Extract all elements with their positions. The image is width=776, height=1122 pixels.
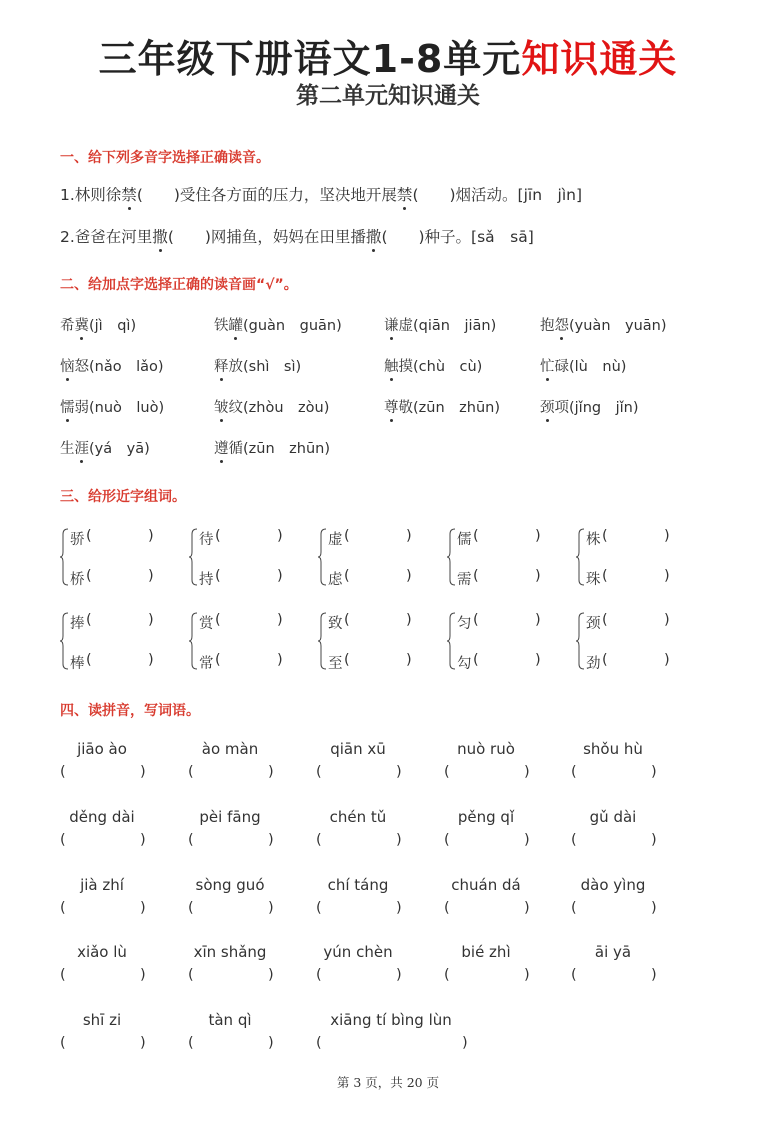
q2-item <box>60 314 136 335</box>
q2-item <box>384 314 496 335</box>
answer-paren-close: ) <box>524 764 530 780</box>
page-footer: 第 3 页，共 20 页 <box>336 1075 440 1090</box>
q4-pinyin: děng dài <box>69 808 135 826</box>
word-char: 放 <box>228 359 243 375</box>
answer-paren-close: ) <box>277 612 283 628</box>
dotted-char: 懦 <box>60 396 75 417</box>
q2-item <box>60 396 164 417</box>
pinyin-options: (zūn zhūn) <box>243 441 330 457</box>
pinyin-options: (lù nù) <box>569 359 627 375</box>
q2-item <box>540 396 639 417</box>
answer-paren-close: ) <box>268 764 274 780</box>
answer-paren-close: ) <box>268 832 274 848</box>
title-red: 知识通关 <box>521 37 678 81</box>
answer-paren-close: ) <box>268 1035 274 1051</box>
brace-icon <box>189 612 199 670</box>
answer-paren-close: ) <box>277 568 283 584</box>
answer-paren-close: ) <box>277 652 283 668</box>
q2-item <box>540 355 626 376</box>
word-char: 弱 <box>74 400 89 416</box>
answer-paren-open: ( <box>571 832 577 848</box>
dotted-char: 撒 <box>366 225 382 247</box>
q3-pair-group <box>576 528 686 588</box>
dotted-char: 皱 <box>214 396 229 417</box>
answer-paren-open: ( <box>344 568 350 584</box>
q4-pinyin: pèi fāng <box>199 808 261 826</box>
q4-pinyin: jià zhí <box>80 876 124 894</box>
answer-paren-close: ) <box>140 764 146 780</box>
pinyin-options: (jì qì) <box>89 318 137 334</box>
word-char: 摸 <box>398 359 413 375</box>
answer-paren-close: ) <box>268 967 274 983</box>
brace-icon <box>318 612 328 670</box>
answer-paren-close: ) <box>396 764 402 780</box>
q1-line1-b: ( )受住各方面的压力，坚决地开展禁 <box>137 186 413 204</box>
q1-line-2 <box>60 225 534 247</box>
q4-pinyin: ào màn <box>201 740 259 758</box>
answer-paren-open: ( <box>188 764 194 780</box>
pinyin-options: (nuò luò) <box>89 400 165 416</box>
answer-paren-open: ( <box>188 832 194 848</box>
q3-pair-group <box>318 528 428 588</box>
dotted-char: 恼 <box>60 355 75 376</box>
answer-paren-open: ( <box>602 652 608 668</box>
answer-paren-close: ) <box>664 652 670 668</box>
q2-item <box>214 396 329 417</box>
word-char: 循 <box>228 441 243 457</box>
answer-paren-close: ) <box>406 612 412 628</box>
answer-paren-open: ( <box>60 1035 66 1051</box>
q4-pinyin: pěng qǐ <box>457 808 515 826</box>
answer-paren-open: ( <box>473 652 479 668</box>
dotted-char: 涯 <box>75 437 90 458</box>
q4-pinyin: shī zi <box>82 1011 122 1029</box>
answer-paren-close: ) <box>651 764 657 780</box>
pinyin-options: (nǎo lǎo) <box>89 359 164 375</box>
section-heading-3: 三、给形近字组词。 <box>60 489 186 505</box>
pinyin-options: (shì sì) <box>243 359 302 375</box>
q3-char: 劲 <box>586 656 601 672</box>
q4-pinyin: yún chèn <box>323 943 393 961</box>
answer-paren-close: ) <box>664 568 670 584</box>
answer-paren-open: ( <box>316 832 322 848</box>
pinyin-options: (jǐng jǐn) <box>569 400 639 416</box>
answer-paren-close: ) <box>268 900 274 916</box>
brace-icon <box>576 528 586 586</box>
q2-item <box>214 437 330 458</box>
q3-char: 需 <box>457 572 472 588</box>
answer-paren-open: ( <box>444 967 450 983</box>
brace-icon <box>318 528 328 586</box>
dotted-char: 冀 <box>75 314 90 335</box>
word-char: 敬 <box>398 400 413 416</box>
pinyin-options: (zūn zhūn) <box>413 400 500 416</box>
q3-pair-group <box>189 528 299 588</box>
q3-pair-group <box>318 612 428 672</box>
dotted-char: 谦 <box>384 314 399 335</box>
dotted-char: 忙 <box>540 355 555 376</box>
answer-paren-open: ( <box>571 967 577 983</box>
q2-item <box>214 355 301 376</box>
word-char: 怒 <box>74 359 89 375</box>
q1-line2-b: ( )网捕鱼，妈妈在田里播撒 <box>168 228 382 246</box>
q4-pinyin: gǔ dài <box>589 808 637 826</box>
answer-paren-close: ) <box>535 568 541 584</box>
answer-paren-open: ( <box>316 764 322 780</box>
answer-paren-open: ( <box>444 832 450 848</box>
answer-paren-open: ( <box>571 900 577 916</box>
answer-paren-close: ) <box>406 652 412 668</box>
answer-paren-close: ) <box>406 568 412 584</box>
answer-paren-close: ) <box>148 652 154 668</box>
q3-char: 至 <box>328 656 343 672</box>
word-char: 抱 <box>540 318 555 334</box>
answer-paren-close: ) <box>148 612 154 628</box>
answer-paren-open: ( <box>60 900 66 916</box>
dotted-char: 禁 <box>397 183 413 205</box>
q3-char: 勾 <box>457 656 472 672</box>
answer-paren-open: ( <box>86 568 92 584</box>
q4-pinyin: sòng guó <box>195 876 265 894</box>
pinyin-options: (chù cù) <box>413 359 483 375</box>
title-black: 三年级下册语文1-8单元 <box>98 37 522 81</box>
word-char: 铁 <box>214 318 229 334</box>
q1-line-1 <box>60 183 582 205</box>
brace-icon <box>576 612 586 670</box>
pinyin-options: (yá yā) <box>89 441 150 457</box>
word-char: 碌 <box>554 359 569 375</box>
q1-line2-a: 2.爸爸在河里撒 <box>60 228 168 246</box>
answer-paren-open: ( <box>602 528 608 544</box>
q3-char: 虑 <box>328 572 343 588</box>
q4-pinyin: chí táng <box>327 876 389 894</box>
answer-paren-open: ( <box>215 612 221 628</box>
answer-paren-open: ( <box>571 764 577 780</box>
brace-icon <box>189 528 199 586</box>
q2-item <box>540 314 667 335</box>
answer-paren-open: ( <box>316 1035 322 1051</box>
word-char: 生 <box>60 441 75 457</box>
q3-char: 致 <box>328 616 343 632</box>
answer-paren-close: ) <box>524 832 530 848</box>
q2-item <box>60 437 150 458</box>
answer-paren-open: ( <box>444 764 450 780</box>
pinyin-options: (guàn guān) <box>243 318 342 334</box>
q4-pinyin: dào yìng <box>580 876 646 894</box>
word-char: 虚 <box>398 318 413 334</box>
answer-paren-close: ) <box>651 832 657 848</box>
pinyin-options: (zhòu zòu) <box>243 400 330 416</box>
answer-paren-close: ) <box>535 612 541 628</box>
answer-paren-open: ( <box>602 612 608 628</box>
answer-paren-open: ( <box>444 900 450 916</box>
q4-pinyin: jiāo ào <box>77 740 127 758</box>
brace-icon <box>60 528 70 586</box>
answer-paren-close: ) <box>651 967 657 983</box>
answer-paren-open: ( <box>188 900 194 916</box>
answer-paren-open: ( <box>215 568 221 584</box>
answer-paren-open: ( <box>188 967 194 983</box>
q4-pinyin: āi yā <box>594 943 632 961</box>
answer-paren-close: ) <box>148 568 154 584</box>
answer-paren-open: ( <box>344 652 350 668</box>
dotted-char: 禁 <box>121 183 137 205</box>
q2-item <box>384 396 500 417</box>
q4-pinyin: xiǎo lù <box>77 943 127 961</box>
section-heading-4: 四、读拼音，写词语。 <box>60 703 200 719</box>
answer-paren-open: ( <box>473 612 479 628</box>
answer-paren-open: ( <box>344 528 350 544</box>
q2-item <box>384 355 482 376</box>
answer-paren-close: ) <box>396 832 402 848</box>
q3-char: 骄 <box>70 532 85 548</box>
dotted-char: 颈 <box>540 396 555 417</box>
dotted-char: 撒 <box>152 225 168 247</box>
q3-pair-group <box>189 612 299 672</box>
brace-icon <box>447 528 457 586</box>
brace-icon <box>447 612 457 670</box>
q3-char: 儒 <box>457 532 472 548</box>
dotted-char: 遵 <box>214 437 229 458</box>
q3-char: 虚 <box>328 532 343 548</box>
dotted-char: 怨 <box>555 314 570 335</box>
answer-paren-close: ) <box>462 1035 468 1051</box>
answer-paren-open: ( <box>316 900 322 916</box>
q1-line1-c: ( )烟活动。[jīn jìn] <box>412 186 582 204</box>
answer-paren-close: ) <box>664 528 670 544</box>
page-title <box>0 28 776 83</box>
q3-char: 常 <box>199 656 214 672</box>
q3-pair-group <box>576 612 686 672</box>
q3-pair-group <box>60 528 170 588</box>
q4-pinyin: xīn shǎng <box>193 943 267 961</box>
answer-paren-open: ( <box>60 832 66 848</box>
page-subtitle: 第二单元知识通关 <box>296 82 480 109</box>
q3-char: 待 <box>199 532 214 548</box>
q3-char: 颈 <box>586 616 601 632</box>
pinyin-options: (qiān jiān) <box>413 318 497 334</box>
q3-char: 匀 <box>457 616 472 632</box>
q4-pinyin: shǒu hù <box>583 740 643 758</box>
q4-pinyin: tàn qì <box>208 1011 252 1029</box>
q4-pinyin: nuò ruò <box>457 740 515 758</box>
q4-pinyin: xiāng tí bìng lùn <box>330 1011 452 1029</box>
q3-char: 捧 <box>70 616 85 632</box>
answer-paren-close: ) <box>535 528 541 544</box>
word-char: 纹 <box>228 400 243 416</box>
section-heading-1: 一、给下列多音字选择正确读音。 <box>60 150 270 166</box>
answer-paren-open: ( <box>344 612 350 628</box>
answer-paren-close: ) <box>148 528 154 544</box>
answer-paren-close: ) <box>535 652 541 668</box>
answer-paren-close: ) <box>664 612 670 628</box>
answer-paren-open: ( <box>215 652 221 668</box>
answer-paren-close: ) <box>524 967 530 983</box>
pinyin-options: (yuàn yuān) <box>569 318 667 334</box>
q3-char: 珠 <box>586 572 601 588</box>
answer-paren-open: ( <box>86 612 92 628</box>
answer-paren-close: ) <box>140 1035 146 1051</box>
q3-char: 株 <box>586 532 601 548</box>
answer-paren-open: ( <box>473 528 479 544</box>
answer-paren-close: ) <box>651 900 657 916</box>
dotted-char: 触 <box>384 355 399 376</box>
q2-item <box>60 355 164 376</box>
answer-paren-close: ) <box>396 967 402 983</box>
q4-pinyin: qiān xū <box>330 740 386 758</box>
q3-char: 赏 <box>199 616 214 632</box>
answer-paren-open: ( <box>188 1035 194 1051</box>
q3-pair-group <box>447 612 557 672</box>
answer-paren-open: ( <box>60 967 66 983</box>
dotted-char: 释 <box>214 355 229 376</box>
word-char: 项 <box>554 400 569 416</box>
answer-paren-close: ) <box>406 528 412 544</box>
dotted-char: 罐 <box>229 314 244 335</box>
q4-pinyin: chuán dá <box>451 876 521 894</box>
answer-paren-open: ( <box>86 652 92 668</box>
answer-paren-open: ( <box>602 568 608 584</box>
q4-pinyin: chén tǔ <box>329 808 387 826</box>
answer-paren-close: ) <box>396 900 402 916</box>
q3-pair-group <box>60 612 170 672</box>
answer-paren-open: ( <box>215 528 221 544</box>
answer-paren-open: ( <box>473 568 479 584</box>
answer-paren-close: ) <box>524 900 530 916</box>
q2-item <box>214 314 342 335</box>
q3-pair-group <box>447 528 557 588</box>
answer-paren-open: ( <box>316 967 322 983</box>
q1-line1-a: 1.林则徐禁 <box>60 186 137 204</box>
dotted-char: 尊 <box>384 396 399 417</box>
answer-paren-open: ( <box>60 764 66 780</box>
q4-pinyin: bié zhì <box>461 943 511 961</box>
answer-paren-close: ) <box>140 900 146 916</box>
word-char: 希 <box>60 318 75 334</box>
q3-char: 桥 <box>70 572 85 588</box>
answer-paren-close: ) <box>277 528 283 544</box>
answer-paren-close: ) <box>140 967 146 983</box>
q1-line2-c: ( )种子。[sǎ sā] <box>381 228 534 246</box>
brace-icon <box>60 612 70 670</box>
answer-paren-open: ( <box>86 528 92 544</box>
q3-char: 持 <box>199 572 214 588</box>
answer-paren-close: ) <box>140 832 146 848</box>
section-heading-2: 二、给加点字选择正确的读音画“√”。 <box>60 277 298 293</box>
q3-char: 棒 <box>70 656 85 672</box>
